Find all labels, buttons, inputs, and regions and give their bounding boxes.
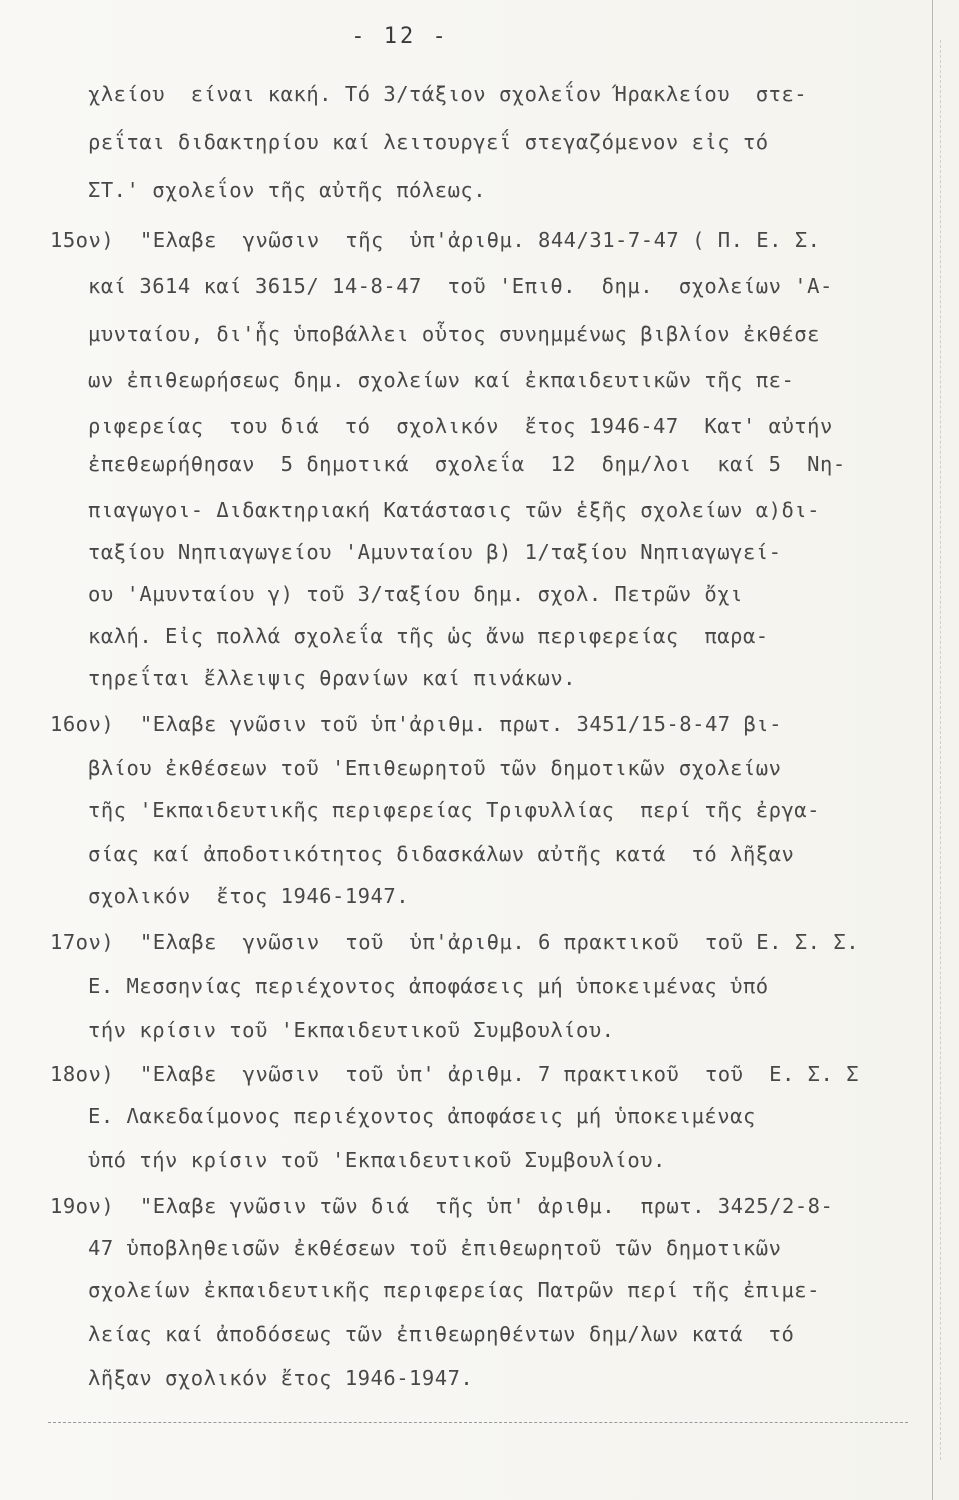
text-line: καλή. Εἰς πολλά σχολεΐα τῆς ὡς ἄνω περιφερείας παρα- [88, 624, 769, 648]
text-line: λείας καί ἀποδόσεως τῶν ἐπιθεωρηθέντων δημ/λων κατά τό [88, 1322, 795, 1346]
text-line: σχολείων ἐκπαιδευτικῆς περιφερείας Πατρῶν περί τῆς ἐπιμε- [88, 1278, 820, 1302]
text-line: 15ον) "Ελαβε γνῶσιν τῆς ὑπ'ἀριθμ. 844/31-7-47 ( Π. Ε. Σ. [50, 228, 821, 252]
text-line: τῆς 'Εκπαιδευτικῆς περιφερείας Τριφυλλίας περί τῆς ἐργα- [88, 798, 820, 822]
footer-rule [48, 1422, 908, 1423]
text-line: Ε. Μεσσηνίας περιέχοντος ἀποφάσεις μή ὑποκειμένας ὑπό [88, 974, 769, 998]
text-line: ἐπεθεωρήθησαν 5 δημοτικά σχολεΐα 12 δημ/λοι καί 5 Νη- [88, 452, 846, 476]
text-line: ων ἐπιθεωρήσεως δημ. σχολείων καί ἐκπαιδευτικῶν τῆς πε- [88, 368, 795, 392]
text-line: ρεΐται διδακτηρίου καί λειτουργεΐ στεγαζόμενον εἰς τό [88, 130, 769, 154]
text-line: τηρεΐται ἔλλειψις θρανίων καί πινάκων. [88, 666, 576, 690]
page-edge-shadow [940, 40, 941, 1460]
text-line: σίας καί ἀποδοτικότητος διδασκάλων αὐτῆς κατά τό λῆξαν [88, 842, 795, 866]
text-line: βλίου ἐκθέσεων τοῦ 'Επιθεωρητοῦ τῶν δημοτικῶν σχολείων [88, 756, 782, 780]
text-line: Ε. Λακεδαίμονος περιέχοντος ἀποφάσεις μή ὑποκειμένας [88, 1104, 756, 1128]
text-line: 17ον) "Ελαβε γνῶσιν τοῦ ὑπ'ἀριθμ. 6 πρακτικοῦ τοῦ Ε. Σ. Σ. [50, 930, 860, 954]
text-line: τήν κρίσιν τοῦ 'Εκπαιδευτικοῦ Συμβουλίου. [88, 1018, 615, 1042]
text-line: καί 3614 καί 3615/ 14-8-47 τοῦ 'Επιθ. δημ. σχολείων 'Α- [88, 274, 833, 298]
text-line: 18ον) "Ελαβε γνῶσιν τοῦ ὑπ' ἀριθμ. 7 πρακτικοῦ τοῦ Ε. Σ. Σ [50, 1062, 860, 1086]
page-number: - 12 - [351, 24, 449, 49]
text-line: ου 'Αμυνταίου γ) τοῦ 3/ταξίου δημ. σχολ. Πετρῶν ὄχι [88, 582, 743, 606]
text-line: ριφερείας του διά τό σχολικόν ἔτος 1946-47 Κατ' αὐτήν [88, 414, 833, 438]
text-line: ταξίου Νηπιαγωγείου 'Αμυνταίου β) 1/ταξίου Νηπιαγωγεί- [88, 540, 782, 564]
text-line: πιαγωγοι- Διδακτηριακή Κατάστασις τῶν ἑξῆς σχολείων α)δι- [88, 498, 820, 522]
text-line: χλείου είναι κακή. Τό 3/τάξιον σχολεΐον Ήρακλείου στε- [88, 82, 808, 106]
text-line: μυνταίου, δι'ἧς ὑποβάλλει οὗτος συνημμένως βιβλίον ἐκθέσε [88, 322, 820, 346]
text-line: 16ον) "Ελαβε γνῶσιν τοῦ ὑπ'ἀριθμ. πρωτ. 3451/15-8-47 βι- [50, 712, 782, 736]
text-line: λῆξαν σχολικόν ἔτος 1946-1947. [88, 1366, 474, 1390]
text-line: 47 ὑποβληθεισῶν ἐκθέσεων τοῦ ἐπιθεωρητοῦ τῶν δημοτικῶν [88, 1236, 782, 1260]
text-line: σχολικόν ἔτος 1946-1947. [88, 884, 410, 908]
text-line: ὑπό τήν κρίσιν τοῦ 'Εκπαιδευτικοῦ Συμβουλίου. [88, 1148, 666, 1172]
text-line: 19ον) "Ελαβε γνῶσιν τῶν διά τῆς ὑπ' ἀριθμ. πρωτ. 3425/2-8- [50, 1194, 834, 1218]
page-edge [932, 0, 933, 1500]
text-line: ΣΤ.' σχολεΐον τῆς αὐτῆς πόλεως. [88, 178, 487, 202]
